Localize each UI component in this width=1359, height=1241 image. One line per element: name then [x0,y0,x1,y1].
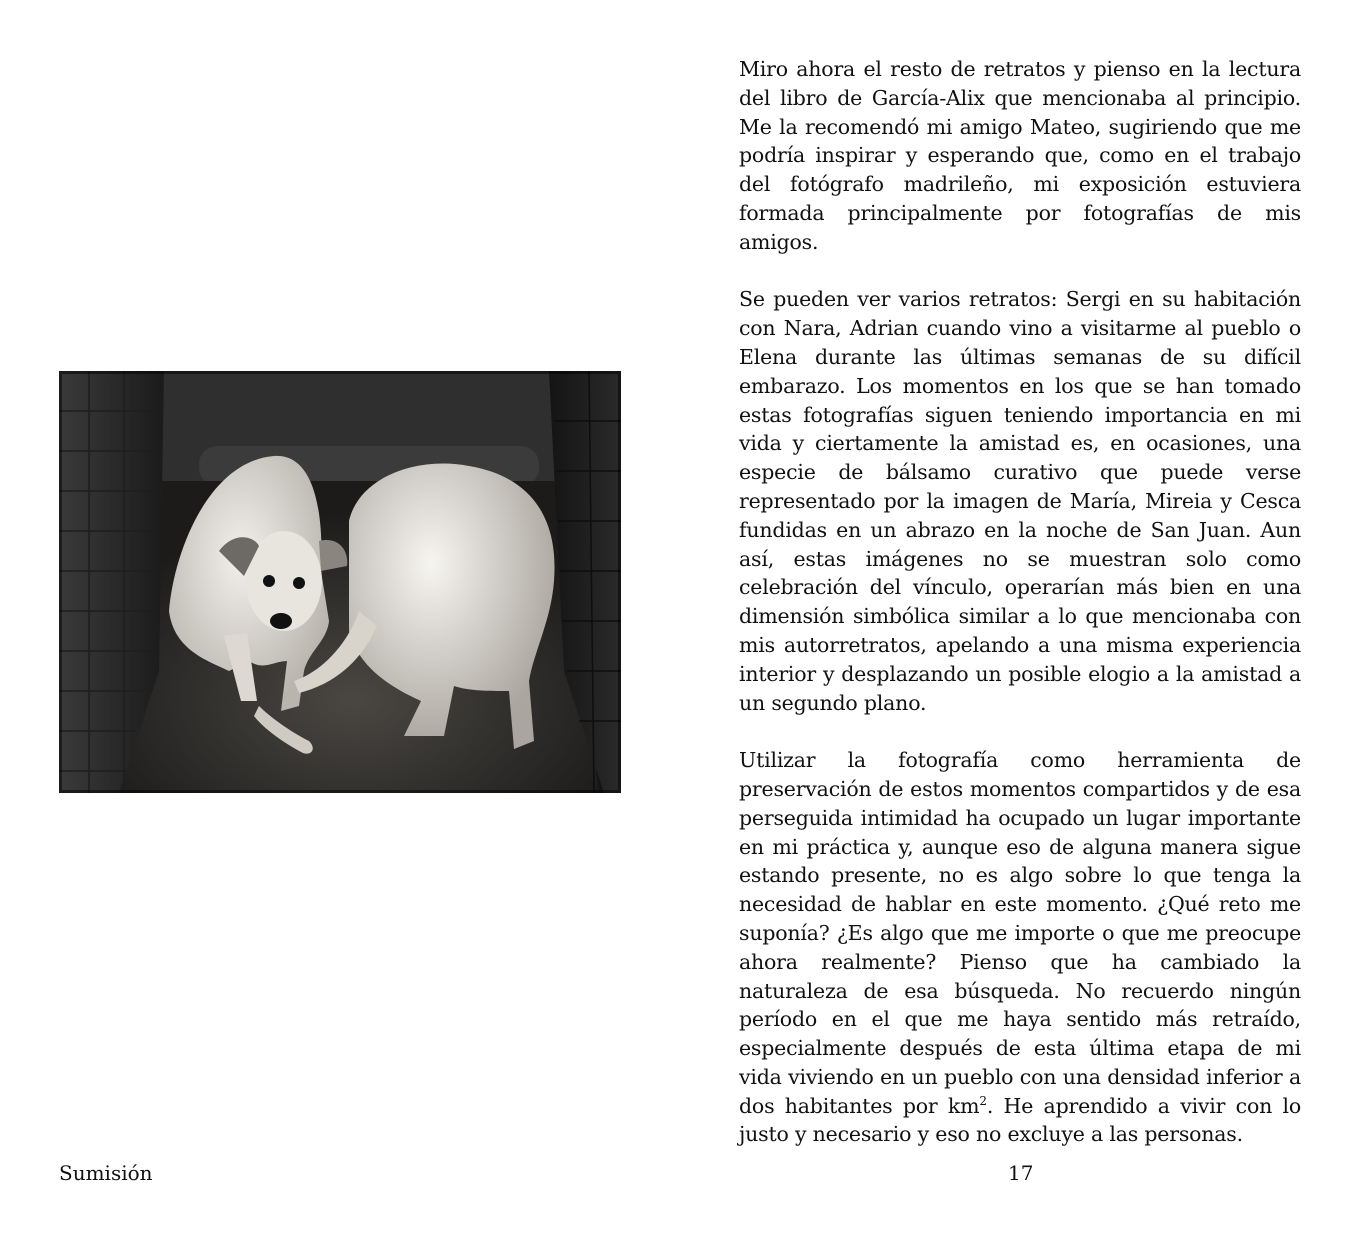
superscript-2: 2 [979,1093,987,1108]
paragraph-3-part-b: . He aprendido a vivir con lo justo y necesario y eso no excluye a las personas. [739,1093,1301,1147]
paragraph-2: Se pueden ver varios retratos: Sergi en su habitación con Nara, Adrian cuando vino a visitarme al pueblo o Elena durante las últimas semanas de su difícil embarazo. Los momentos en los que se han tomado estas fotografías siguen teniendo importancia en mi vida y ciertamente la amistad es, en ocasiones, una especie de bálsamo curativo que puede verse representado por la imagen de María, Mireia y Cesca fundidas en un abrazo en la noche de San Juan. Aun así, estas imágenes no se muestran solo como celebración del vínculo, operarían más bien en una dimensión simbólica similar a lo que mencionaba con mis autorretratos, apelando a una misma experiencia interior y desplazando un posible elogio a la amistad a un segundo plano. [739,287,1301,715]
page-number: 17 [1008,1161,1034,1185]
paragraph-3-part-a: Utilizar la fotografía como herramienta de preservación de estos momentos compartidos y de esa perseguida intimidad ha ocupado un lugar importante en mi práctica y, aunque eso de alguna manera sigue estando presente, no es algo sobre lo que tenga la necesidad de hablar en este momento. ¿Qué reto me suponía? ¿Es algo que me importe o que me preocupe ahora realmente? Pienso que ha cambiado la naturaleza de esa búsqueda. No recuerdo ningún período en el que me haya sentido más retraído, especialmente después de esta última etapa de mi vida viviendo en un pueblo con una densidad inferior a dos habitantes por km [739,748,1301,1118]
footer-title: Sumisión [59,1161,153,1185]
paragraph-3 [739,746,1301,1149]
body-text [739,55,1301,1178]
paragraph-1: Miro ahora el resto de retratos y pienso en la lectura del libro de García-Alix que mencionaba al principio. Me la recomendó mi amigo Mateo, sugiriendo que me podría inspirar y esperando que, como en el trabajo del fotógrafo madrileño, mi exposición estuviera formada principalmente por fotografías de mis amigos. [739,57,1301,254]
two-dogs-photo [59,371,621,793]
